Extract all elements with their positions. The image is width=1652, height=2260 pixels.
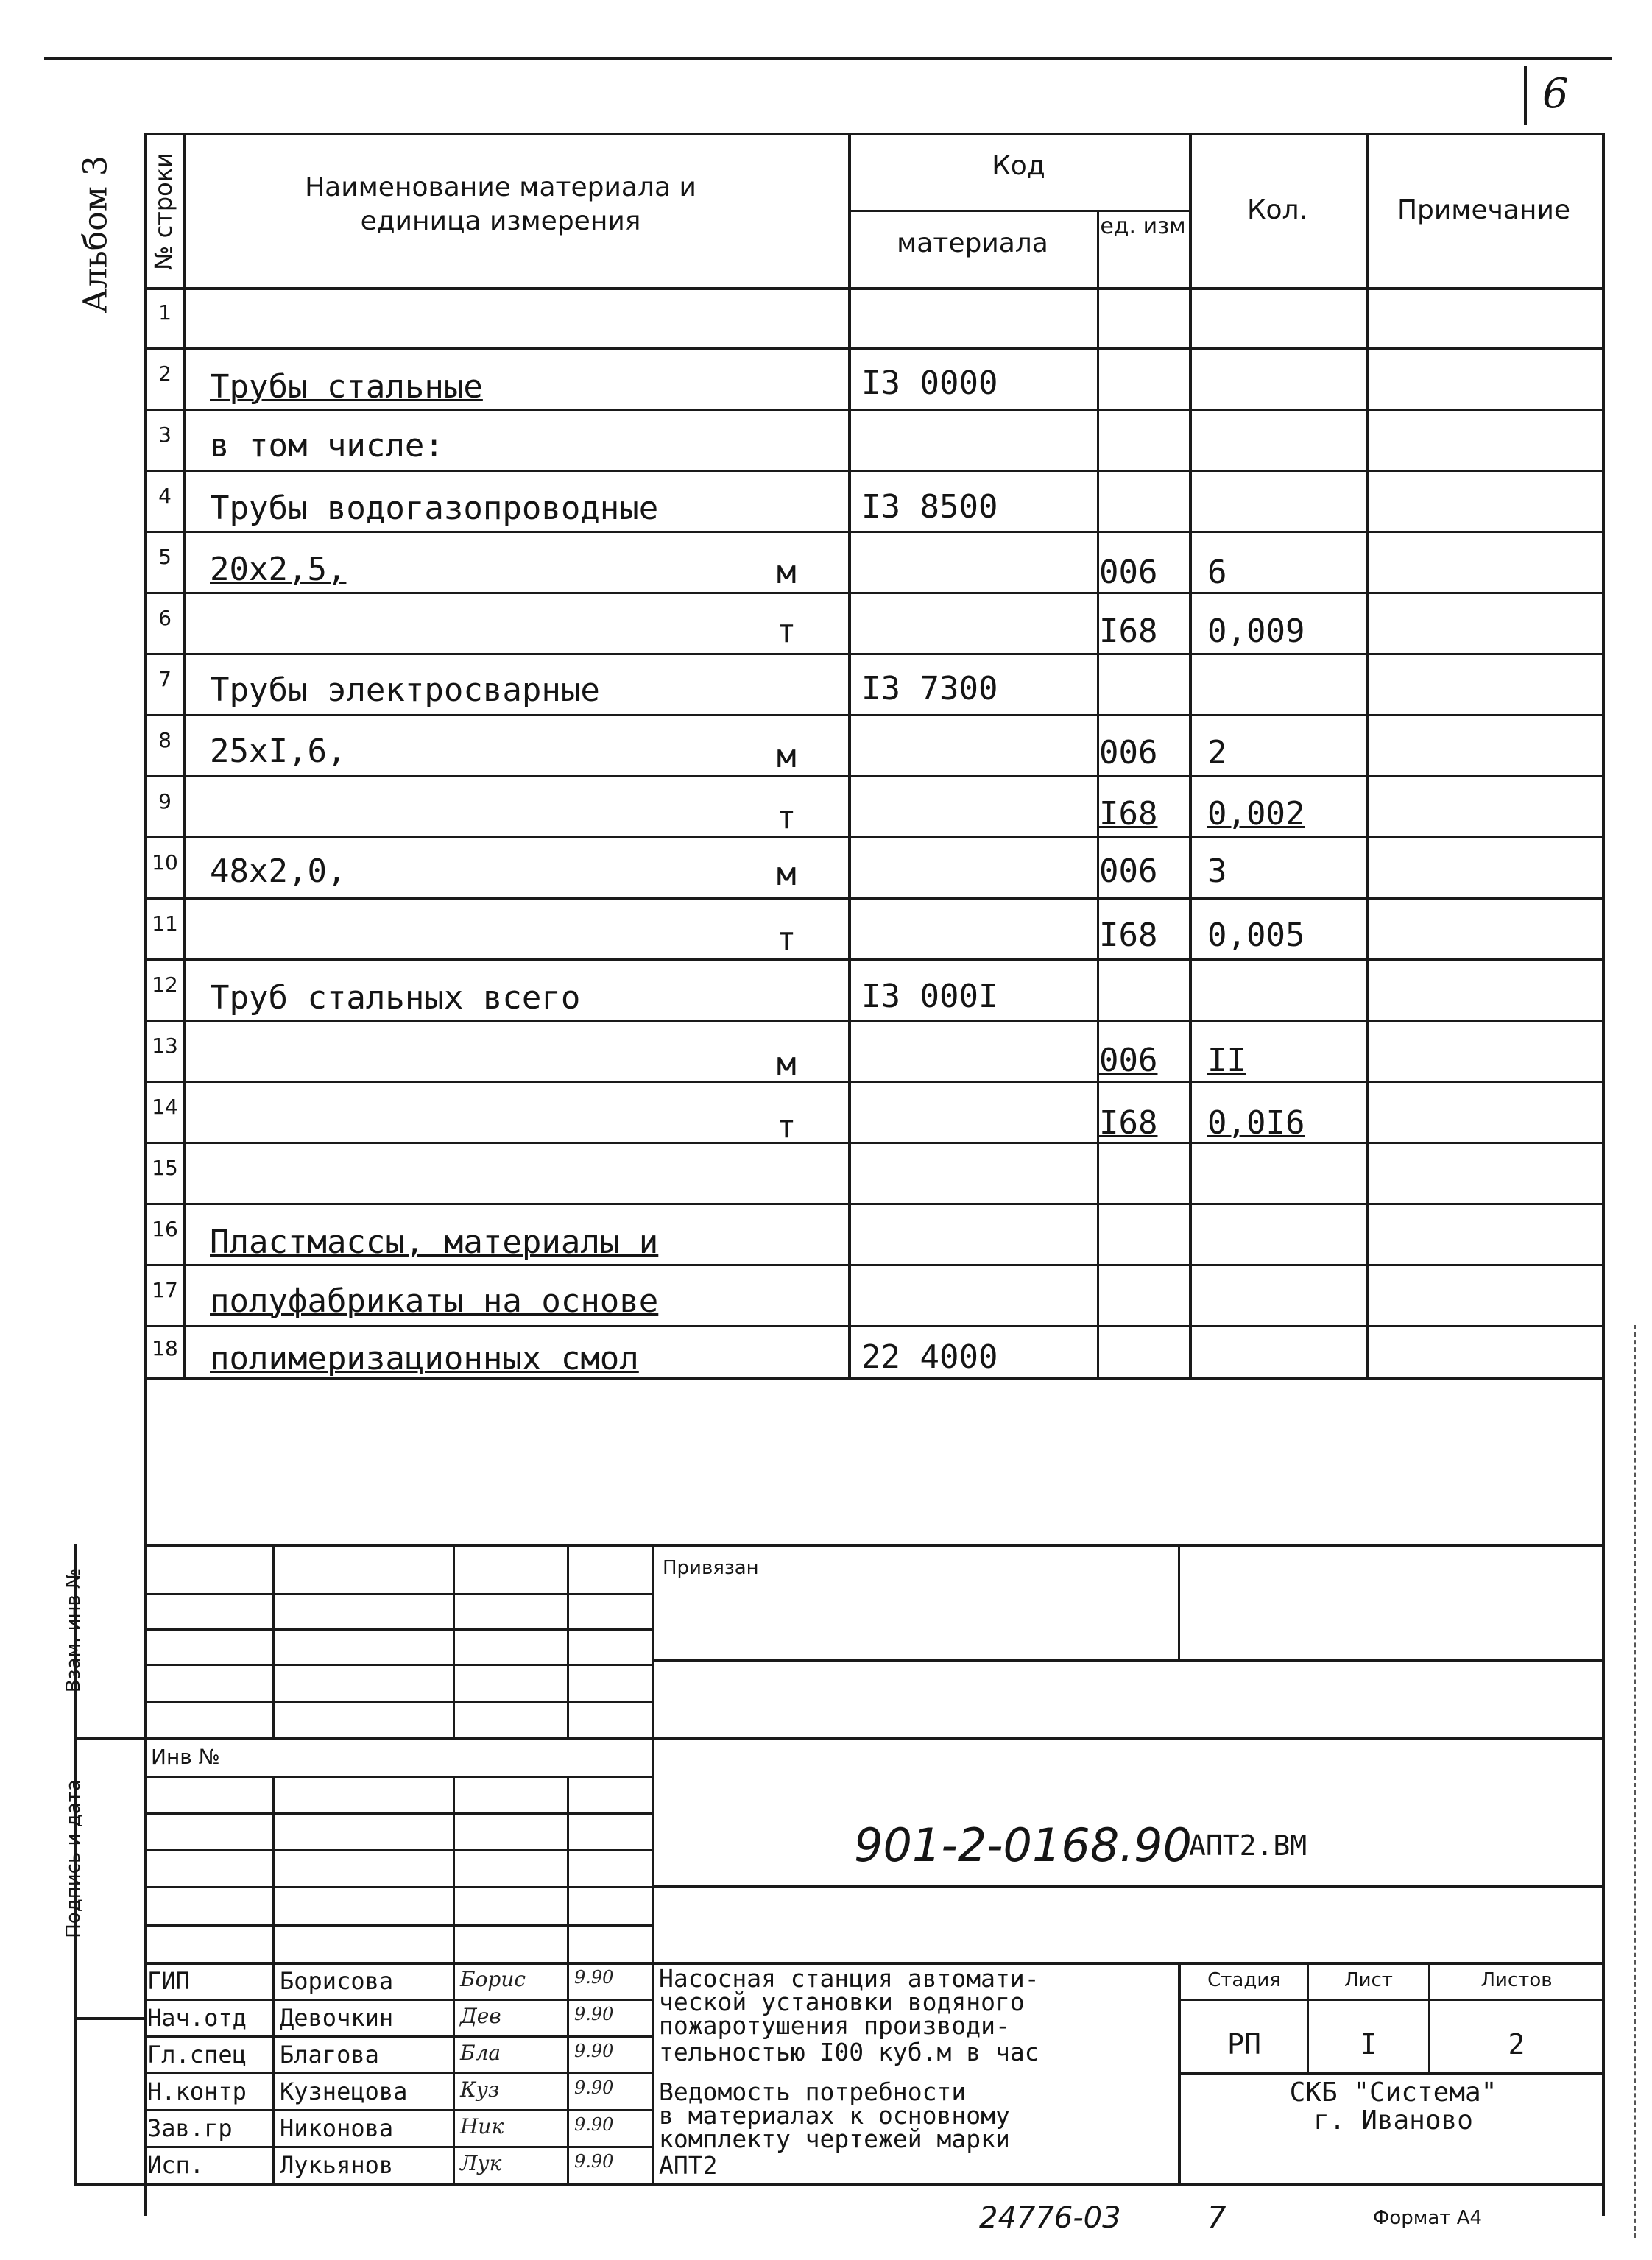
unit-code: 006 [1099,554,1158,591]
stamp-line [144,2109,652,2111]
sign-date: 9.90 [574,2004,614,2024]
header-note: Примечание [1397,195,1571,225]
quantity: II [1207,1042,1246,1079]
row-number: 16 [152,1217,178,1241]
material-name: Труб стальных всего [210,979,581,1017]
corner-divider [1524,66,1527,125]
sheets-header: Листов [1480,1969,1553,1991]
signature: Куз [460,2077,500,2102]
person-name: Никонова [280,2114,394,2142]
col-line-rownum [183,133,186,1377]
row-number: 17 [152,1278,178,1302]
stamp-col [567,1776,569,2183]
row-line [144,470,1605,472]
row-number: 15 [152,1156,178,1180]
stamp-line [144,2146,652,2148]
frame-left [144,133,147,2216]
sheet-header: Лист [1344,1969,1393,1991]
title-line: ческой установки водяного [659,1988,1025,2016]
sign-date: 9.90 [574,1967,614,1988]
stamp-top [144,1544,1605,1547]
header-material-code: материала [897,228,1048,258]
table-top [144,133,1605,135]
row-line [144,1264,1605,1266]
unit: м [777,855,797,893]
unit-code: I68 [1099,1104,1158,1142]
row-number: 10 [152,850,178,875]
unit-code: 006 [1099,852,1158,890]
title-line: Насосная станция автомати- [659,1964,1039,1993]
row-line [144,1081,1605,1083]
quantity: 0,002 [1207,795,1305,833]
city: г. Иваново [1313,2105,1473,2136]
row-line [144,347,1605,350]
row-line [144,592,1605,594]
material-name: 48x2,0, [210,852,347,890]
row-number: 2 [158,361,172,386]
stamp-col [567,1544,569,1737]
stamp-line [652,1885,1605,1888]
role: Нач.отд [147,2004,247,2032]
trim-line [1634,1325,1636,2238]
row-line [144,714,1605,716]
stamp-line [144,1593,652,1595]
stamp-line [144,1812,652,1815]
material-name: Трубы электросварные [210,671,600,709]
stamp-line [144,1628,652,1631]
stage-header: Стадия [1207,1969,1281,1991]
stamp-bottom [74,2183,1605,2186]
material-name: Трубы стальные [210,368,483,406]
sign-date: 9.90 [574,2077,614,2098]
row-line [144,409,1605,411]
unit: т [777,799,797,836]
unit: т [777,1108,797,1145]
signature: Борис [460,1967,526,1991]
signature: Бла [460,2041,501,2065]
subtitle-line: Ведомость потребности [659,2077,967,2106]
quantity: 0,0I6 [1207,1104,1305,1142]
person-name: Кузнецова [280,2077,408,2105]
row-line [144,531,1605,533]
document-code: 901-2-0168.90 [854,1818,1192,1872]
stamp-line [1178,2072,1605,2075]
stamp-line [144,1886,652,1888]
material-name: в том числе: [210,427,444,465]
stamp-line [652,1659,1605,1662]
subtitle-line: в материалах к основному [659,2101,1010,2130]
stamp-line [144,2035,652,2038]
title-line: пожаротушения производи- [659,2011,1010,2040]
material-name: Пластмассы, материалы и [210,1223,659,1261]
material-code: I3 7300 [861,670,998,707]
quantity: 0,009 [1207,612,1305,650]
unit: т [777,920,797,958]
row-number: 3 [158,423,172,447]
row-line [144,897,1605,900]
sheet-value: I [1360,2028,1377,2061]
row-line [144,1142,1605,1144]
role: Исп. [147,2151,205,2179]
privyazan-label: Привязан [663,1557,759,1579]
unit-code: 006 [1099,1042,1158,1079]
signature: Ник [460,2114,504,2139]
person-name: Девочкин [280,2004,394,2032]
signature: Дев [460,2004,501,2028]
unit: м [777,554,797,591]
header-qty: Кол. [1246,195,1308,225]
sign-date: 9.90 [574,2114,614,2135]
sheet-corner-number: 6 [1542,70,1569,118]
album-label: Альбом 3 [77,155,115,314]
row-number: 8 [158,728,172,752]
row-number: 1 [158,300,172,325]
row-number: 9 [158,789,172,813]
sign-date: 9.90 [574,2041,614,2061]
title-line: тельностью I00 куб.м в час [659,2038,1039,2066]
unit: т [777,612,797,650]
stamp-col [1307,1962,1309,2072]
header-row-no: № строки [149,152,177,270]
stage-value: РП [1227,2028,1261,2061]
material-code: I3 000I [861,978,998,1015]
material-code: I3 0000 [861,364,998,402]
row-number: 12 [152,972,178,997]
sheets-value: 2 [1508,2028,1525,2061]
row-number: 5 [158,545,172,569]
header-name: Наименование материала и единица измерения [305,172,696,236]
bottom-page: 7 [1207,2201,1226,2235]
col-line-note [1366,133,1369,1377]
row-line [144,775,1605,777]
stamp-col [1178,1544,1180,1659]
frame-right [1602,133,1605,2216]
row-number: 18 [152,1336,178,1360]
stamp-line [74,2017,147,2020]
col-line-code [848,133,851,1377]
stamp-col [1178,1962,1181,2183]
stamp-line [144,2072,652,2074]
material-code: I3 8500 [861,488,998,526]
unit-code: I68 [1099,795,1158,833]
quantity: 3 [1207,852,1227,890]
row-line [144,836,1605,838]
quantity: 0,005 [1207,917,1305,954]
role: Гл.спец [147,2041,247,2069]
material-code: 22 4000 [861,1338,998,1376]
col-line-qty [1189,133,1192,1377]
stamp-line [144,1924,652,1927]
stamp-col [1428,1962,1430,2072]
stamp-col [453,1544,455,1737]
format-label: Формат А4 [1373,2207,1483,2229]
quantity: 6 [1207,554,1227,591]
person-name: Благова [280,2041,379,2069]
header-unit-code: ед. изм [1100,213,1186,239]
side-label-signature-date: Подпись и дата [63,1779,85,1938]
stamp-line [144,1664,652,1666]
person-name: Лукьянов [280,2151,394,2179]
stamp-col [272,1544,275,1737]
material-name: полуфабрикаты на основе [210,1282,659,1320]
row-number: 14 [152,1095,178,1119]
top-rule [44,57,1612,60]
row-line [144,958,1605,961]
unit-code: I68 [1099,612,1158,650]
row-number: 6 [158,606,172,630]
row-line [144,653,1605,655]
row-number: 4 [158,484,172,508]
row-number: 13 [152,1034,178,1058]
side-label-replacement-inventory: Взам. инв № [63,1568,85,1693]
stamp-line [144,1849,652,1851]
stamp-line [144,1999,652,2001]
code-sub-divider [848,210,1189,212]
header-code: Код [992,151,1045,181]
subtitle-line: АПТ2 [659,2151,718,2180]
organization: СКБ "Система" [1289,2077,1497,2108]
role: ГИП [147,1967,190,1995]
person-name: Борисова [280,1967,394,1995]
role: Н.контр [147,2077,247,2105]
row-line [144,1325,1605,1327]
signature: Лук [460,2151,502,2175]
row-number: 11 [152,911,178,936]
col-line-ucode [1097,210,1099,1377]
row-line [144,1020,1605,1022]
stamp-col [652,1544,654,2183]
material-name: 25xI,6, [210,732,347,770]
table-header-bottom [144,287,1605,290]
stamp-line [144,1701,652,1703]
row-number: 7 [158,667,172,691]
material-name: полимеризационных смол [210,1340,639,1377]
material-name: 20x2,5, [210,551,347,588]
sign-date: 9.90 [574,2151,614,2172]
stamp-col [272,1776,275,2183]
unit-code: 006 [1099,734,1158,771]
subtitle-line: комплекту чертежей марки [659,2125,1010,2153]
quantity: 2 [1207,734,1227,771]
unit-code: I68 [1099,917,1158,954]
row-line [144,1203,1605,1205]
material-name: Трубы водогазопроводные [210,490,659,527]
role: Зав.гр [147,2114,233,2142]
unit: м [777,1045,797,1083]
stamp-line [1178,1999,1605,2001]
bottom-number: 24776-03 [979,2201,1121,2235]
stamp-line [74,1737,1605,1740]
inventory-number-label: Инв № [151,1745,220,1769]
stamp-line [144,1776,652,1778]
unit: м [777,738,797,775]
stamp-col [453,1776,455,2183]
document-mark: АПТ2.ВМ [1189,1829,1307,1862]
